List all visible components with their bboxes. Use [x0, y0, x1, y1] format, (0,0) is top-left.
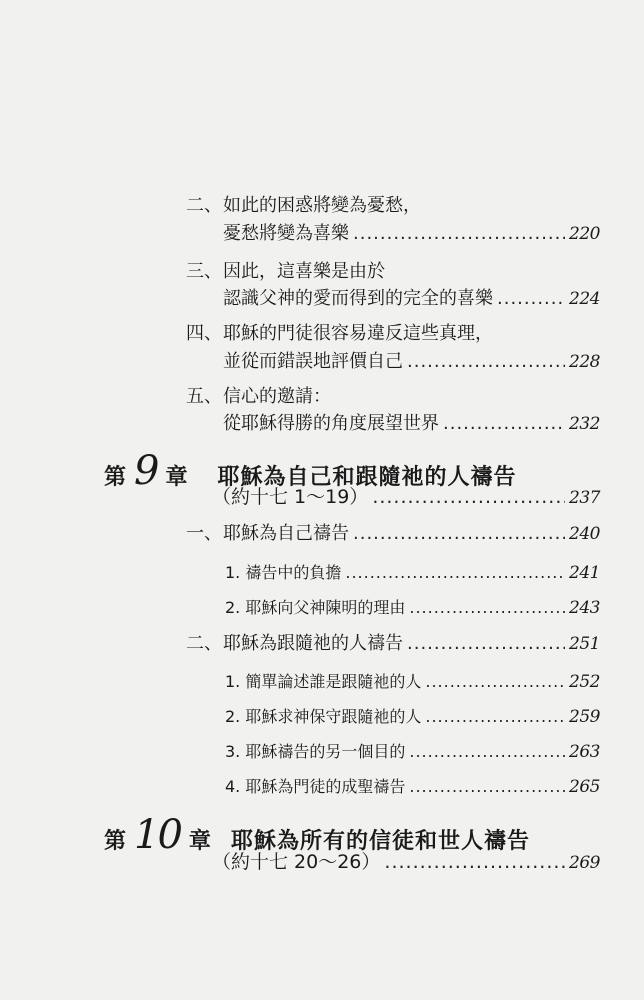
- page-number: 265: [569, 777, 600, 797]
- section-title-line1: 如此的困惑將變為憂愁，: [223, 195, 421, 216]
- toc-entry[interactable]: [223, 350, 600, 374]
- chapter-reference-entry[interactable]: [212, 485, 600, 510]
- page-number: 220: [569, 224, 600, 244]
- toc-subentry[interactable]: [225, 596, 600, 620]
- section-number: 四、: [186, 323, 222, 344]
- chapter-number: 10: [134, 812, 181, 858]
- toc-subentry[interactable]: [225, 561, 600, 585]
- toc-entry[interactable]: [223, 412, 600, 436]
- section-number: 二、: [186, 633, 222, 654]
- page-number: 241: [569, 563, 600, 583]
- subsection-title: 2. 耶穌向父神陳明的理由: [225, 598, 406, 617]
- toc-subentry[interactable]: [225, 740, 600, 764]
- toc-subentry[interactable]: [225, 705, 600, 729]
- toc-entry[interactable]: [223, 522, 600, 546]
- section-title: 耶穌為跟隨祂的人禱告: [223, 633, 403, 654]
- leader-dots: [407, 632, 565, 656]
- subsection-title: 3. 耶穌禱告的另一個目的: [225, 742, 406, 761]
- subsection-title: 1. 禱告中的負擔: [225, 563, 342, 582]
- page-number: 228: [569, 352, 600, 372]
- toc-entry[interactable]: [223, 632, 600, 656]
- section-title-line2: 認識父神的愛而得到的完全的喜樂: [223, 288, 493, 309]
- section-number: 二、: [186, 195, 222, 216]
- page-number: 269: [569, 853, 600, 873]
- section-number: 三、: [186, 261, 222, 282]
- section-title-line2: 並從而錯誤地評價自己: [223, 351, 403, 372]
- leader-dots: [353, 522, 565, 546]
- section-title-line1: 信心的邀請：: [223, 386, 331, 407]
- subsection-title: 1. 簡單論述誰是跟隨祂的人: [225, 672, 422, 691]
- leader-dots: [407, 350, 565, 374]
- subsection-title: 4. 耶穌為門徒的成聖禱告: [225, 777, 406, 796]
- leader-dots: [409, 775, 565, 799]
- chapter-prefix: 第: [104, 465, 127, 490]
- toc-subentry[interactable]: [225, 670, 600, 694]
- toc-subentry[interactable]: [225, 775, 600, 799]
- page-number: 251: [569, 634, 600, 654]
- page-number: 237: [569, 488, 600, 508]
- chapter-reference: （約十七 1～19）: [212, 486, 369, 508]
- subsection-title: 2. 耶穌求神保守跟隨祂的人: [225, 707, 422, 726]
- section-title-line1: 因此，這喜樂是由於: [223, 261, 385, 282]
- page-number: 243: [569, 598, 600, 618]
- leader-dots: [425, 705, 565, 729]
- chapter-reference-entry[interactable]: [212, 850, 600, 875]
- page-number: 263: [569, 742, 600, 762]
- section-title-line2: 從耶穌得勝的角度展望世界: [223, 413, 439, 434]
- section-title-line2: 憂愁將變為喜樂: [223, 223, 349, 244]
- page-number: 224: [569, 289, 600, 309]
- leader-dots: [409, 740, 565, 764]
- chapter-suffix: 章: [165, 465, 188, 490]
- leader-dots: [497, 287, 565, 311]
- leader-dots: [409, 596, 565, 620]
- chapter-title: 耶穌為所有的信徒和世人禱告: [230, 829, 530, 854]
- chapter-reference: （約十七 20～26）: [212, 851, 381, 873]
- page-number: 240: [569, 524, 600, 544]
- section-title: 耶穌為自己禱告: [223, 523, 349, 544]
- page-number: 232: [569, 414, 600, 434]
- chapter-suffix: 章: [188, 829, 211, 854]
- chapter-number: 9: [134, 448, 158, 494]
- leader-dots: [353, 222, 565, 246]
- section-number: 一、: [186, 523, 222, 544]
- leader-dots: [443, 412, 565, 436]
- toc-entry[interactable]: [223, 222, 600, 246]
- chapter-prefix: 第: [104, 829, 127, 854]
- leader-dots: [425, 670, 565, 694]
- section-number: 五、: [186, 386, 222, 407]
- section-title-line1: 耶穌的門徒很容易違反這些真理，: [223, 323, 493, 344]
- toc-entry[interactable]: [223, 287, 600, 311]
- page-number: 259: [569, 707, 600, 727]
- leader-dots: [345, 561, 565, 585]
- leader-dots: [372, 485, 565, 509]
- leader-dots: [384, 850, 565, 874]
- chapter-title: 耶穌為自己和跟隨祂的人禱告: [217, 465, 517, 490]
- page-number: 252: [569, 672, 600, 692]
